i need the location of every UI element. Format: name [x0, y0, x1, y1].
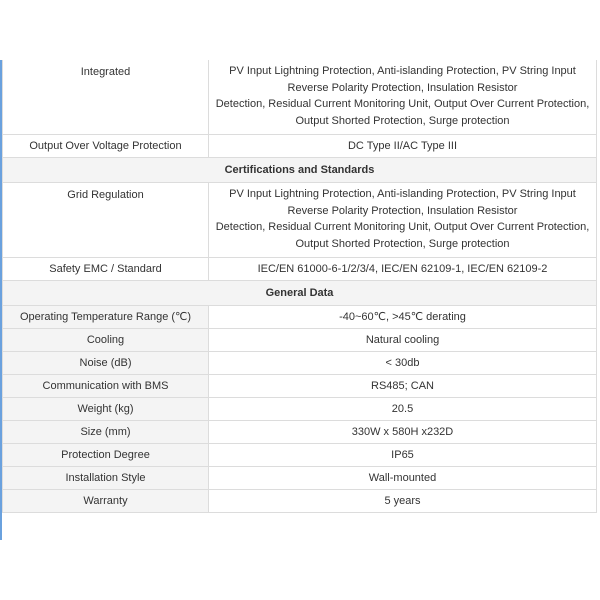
spec-row-weight [3, 398, 597, 421]
spec-label: Grid Regulation [3, 183, 209, 258]
spec-value: 330W x 580H x232D [209, 421, 597, 444]
spec-row-protection-degree [3, 444, 597, 467]
spec-row-installation-style [3, 467, 597, 490]
spec-label: Operating Temperature Range (℃) [3, 306, 209, 329]
spec-value-line: Output Shorted Protection, Surge protection [295, 237, 510, 250]
spec-value: -40~60℃, >45℃ derating [209, 306, 597, 329]
section-title: General Data [3, 281, 597, 306]
spec-row-warranty [3, 490, 597, 513]
spec-label: Cooling [3, 329, 209, 352]
spec-row-communication-bms [3, 375, 597, 398]
spec-row-grid-regulation [3, 183, 597, 258]
spec-value: RS485; CAN [209, 375, 597, 398]
spec-value-line: Detection, Residual Current Monitoring Unit, Output Over Current Protection, [215, 221, 590, 234]
spec-row-output-over-voltage [3, 135, 597, 158]
spec-label: Safety EMC / Standard [3, 258, 209, 281]
spec-value [209, 183, 597, 258]
section-header-certifications [3, 158, 597, 183]
spec-value: IEC/EN 61000-6-1/2/3/4, IEC/EN 62109-1, IEC/EN 62109-2 [209, 258, 597, 281]
spec-label: Weight (kg) [3, 398, 209, 421]
spec-value-line: Reverse Polarity Protection, Insulation Resistor [287, 81, 518, 94]
spec-value: Wall-mounted [209, 467, 597, 490]
spec-value: DC Type II/AC Type III [209, 135, 597, 158]
section-title: Certifications and Standards [3, 158, 597, 183]
spec-table [2, 60, 597, 513]
spec-row-operating-temperature [3, 306, 597, 329]
spec-label: Warranty [3, 490, 209, 513]
spec-value: 20.5 [209, 398, 597, 421]
spec-label: Size (mm) [3, 421, 209, 444]
spec-row-noise [3, 352, 597, 375]
spec-value-line: Detection, Residual Current Monitoring Unit, Output Over Current Protection, [215, 98, 590, 111]
spec-row-integrated [3, 60, 597, 135]
spec-label: Output Over Voltage Protection [3, 135, 209, 158]
spec-value: Natural cooling [209, 329, 597, 352]
spec-value-line: PV Input Lightning Protection, Anti-islanding Protection, PV String Input [229, 188, 576, 200]
spec-row-cooling [3, 329, 597, 352]
spec-value-line: PV Input Lightning Protection, Anti-islanding Protection, PV String Input [229, 65, 576, 77]
spec-row-size [3, 421, 597, 444]
spec-value-line: Output Shorted Protection, Surge protection [295, 114, 510, 127]
spec-value [209, 60, 597, 135]
spec-value: < 30db [209, 352, 597, 375]
spec-label: Protection Degree [3, 444, 209, 467]
spec-row-safety-emc [3, 258, 597, 281]
spec-value-line: Reverse Polarity Protection, Insulation Resistor [287, 204, 518, 217]
spec-value: IP65 [209, 444, 597, 467]
spec-label: Integrated [3, 60, 209, 135]
spec-sheet [0, 60, 600, 540]
section-header-general-data [3, 281, 597, 306]
spec-label: Noise (dB) [3, 352, 209, 375]
spec-label: Communication with BMS [3, 375, 209, 398]
spec-value: 5 years [209, 490, 597, 513]
spec-label: Installation Style [3, 467, 209, 490]
